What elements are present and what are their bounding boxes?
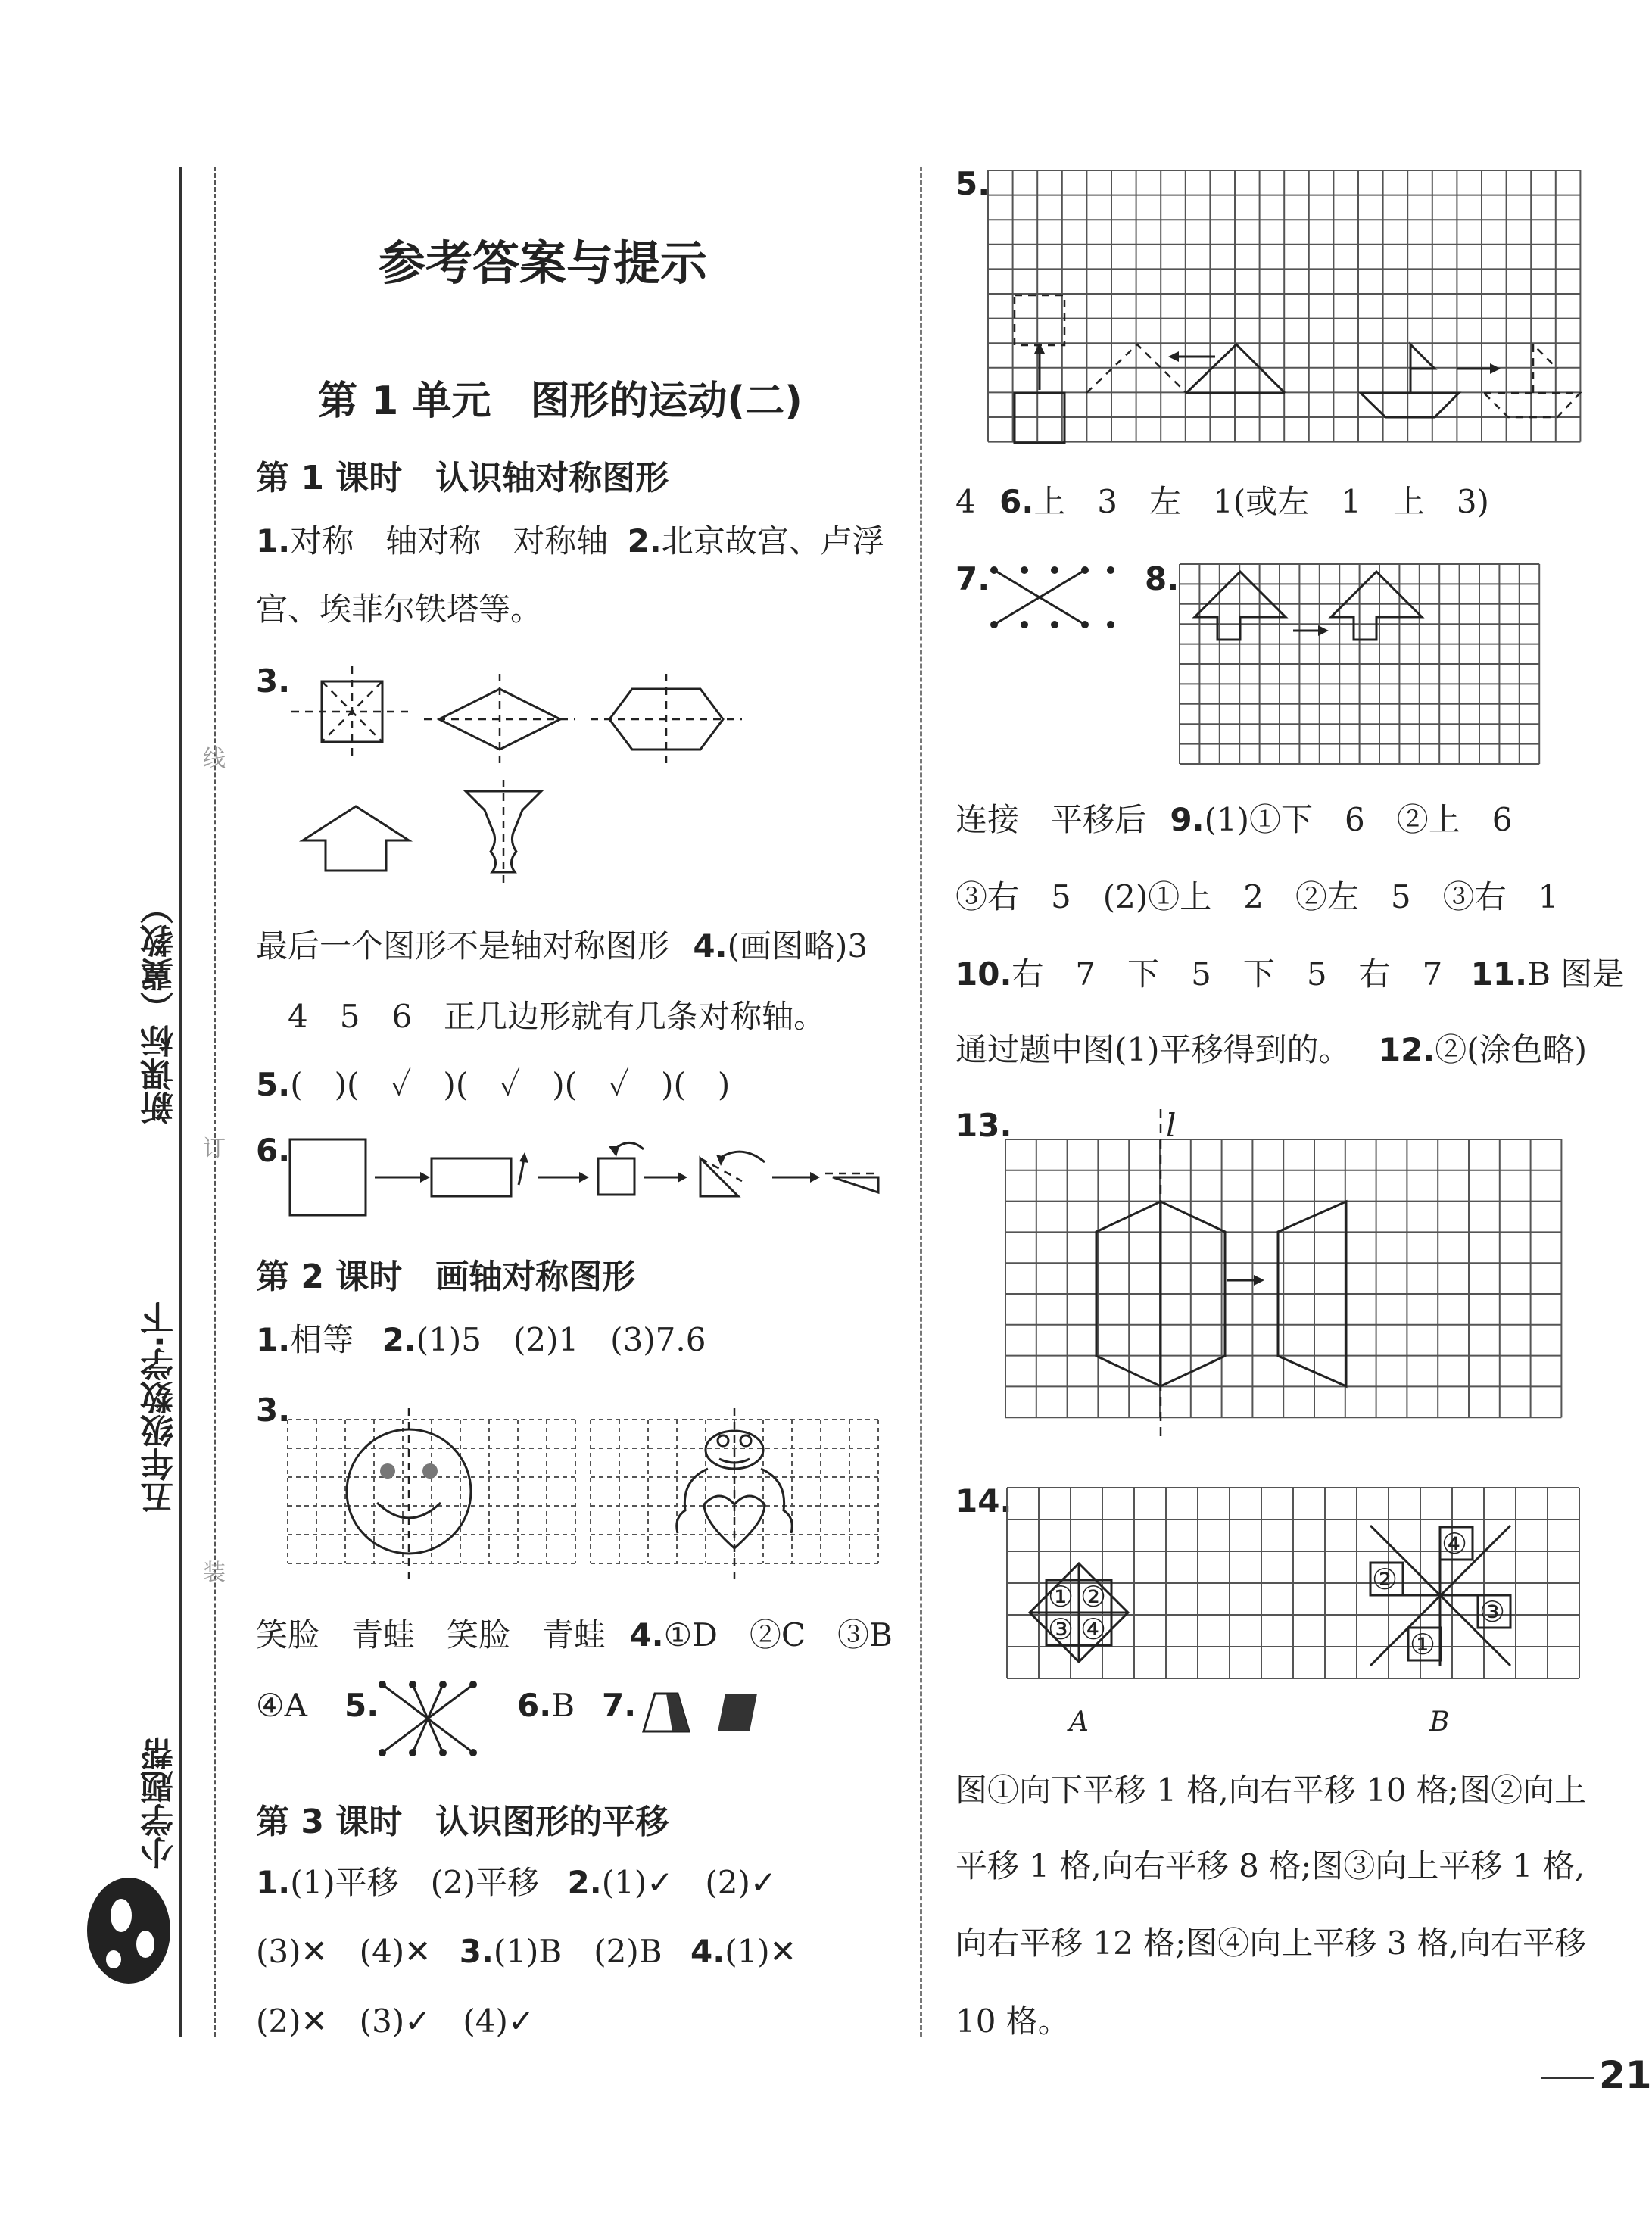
l2-q7-shapes <box>636 1690 765 1735</box>
q-num: 1. <box>256 1321 291 1358</box>
answer: (1)✕ <box>725 1933 796 1970</box>
q-num: 4. <box>690 1933 725 1970</box>
q-num: 1. <box>256 522 291 559</box>
answer: (1)B (2)B <box>493 1933 662 1970</box>
q13-axis-label: l <box>1166 1107 1177 1144</box>
q-num: 4. <box>629 1616 664 1653</box>
binding-mark-bottom: 装 <box>203 1560 226 1586</box>
q-num: 2. <box>567 1864 602 1901</box>
answer: (1)①下 6 ②上 6 <box>1204 801 1513 838</box>
smiley-grid <box>288 1420 575 1563</box>
arrow-figure <box>303 806 409 871</box>
q-num: 10. <box>955 955 1012 993</box>
l3-q4-cont: (2)✕ (3)✓ (4)✓ <box>256 2003 535 2040</box>
answer: 连接 平移后 <box>955 801 1147 838</box>
lesson-1-title: 第 1 课时 认识轴对称图形 <box>256 459 669 497</box>
brand-label: 小学题帮 <box>141 1737 179 1870</box>
l3-q2-cont <box>256 1933 796 1971</box>
answer: ②(涂色略) <box>1435 1031 1588 1068</box>
l2-q6 <box>517 1687 575 1725</box>
answer: (画图略)3 <box>727 927 868 965</box>
l1-q3-q4 <box>256 927 868 965</box>
lesson-2-title: 第 2 课时 画轴对称图形 <box>256 1258 636 1296</box>
fig-b-n1: ① <box>1410 1628 1436 1661</box>
answer: B <box>551 1687 575 1724</box>
l1-q6-num: 6. <box>256 1132 291 1169</box>
r-q9-cont: ③右 5 (2)①上 2 ②左 5 ③右 1 <box>955 878 1559 915</box>
l1-q3-figures <box>288 666 909 886</box>
q-num: 2. <box>382 1321 416 1358</box>
page-number: 21 <box>1599 2053 1652 2097</box>
fig-a-n1: ① <box>1048 1580 1074 1613</box>
square-figure <box>291 666 413 761</box>
answer: 相等 <box>290 1321 354 1358</box>
l2-q5-connect-dots <box>375 1677 496 1768</box>
column-divider <box>920 167 922 2037</box>
r-q7-connect-dots <box>988 564 1117 632</box>
vase-figure <box>466 780 541 886</box>
unit-title: 第 1 单元 图形的运动(二) <box>318 379 803 424</box>
answer: 最后一个图形不是轴对称图形 <box>256 927 670 965</box>
l2-q1-q2 <box>256 1321 706 1359</box>
answer: (1)5 (2)1 (3)7.6 <box>416 1321 706 1358</box>
fig-label-a: A <box>1069 1706 1089 1738</box>
answer: 北京故宫、卢浮 <box>661 522 884 559</box>
r-q14-text-2: 平移 1 格,向右平移 8 格;图③向上平移 1 格, <box>955 1847 1585 1884</box>
grade-label: 五年级数学·下 <box>141 1301 179 1514</box>
q-num: 3. <box>459 1933 494 1970</box>
answer: ( )( ✓ )( ✓ )( ✓ )( ) <box>290 1066 731 1103</box>
l2-q5-num: 5. <box>344 1687 379 1724</box>
answer: 4 <box>955 483 976 520</box>
binding-mark-top: 线 <box>203 746 226 772</box>
answer: 右 7 下 5 下 5 右 7 <box>1011 955 1443 993</box>
l1-q6-sequence <box>288 1136 893 1219</box>
r-q8-grid <box>1180 564 1539 761</box>
sidebar-dashed-line <box>214 167 216 2037</box>
answer: 对称 轴对称 对称轴 <box>290 522 609 559</box>
r-q5-grid <box>988 170 1580 443</box>
r-q7-num: 7. <box>955 560 990 597</box>
binding-mark-mid: 订 <box>203 1136 226 1162</box>
l1-q3-num: 3. <box>256 662 291 700</box>
r-q5-q6 <box>955 483 1489 521</box>
l1-q5 <box>256 1066 730 1104</box>
l1-q4-cont: 4 5 6 正几边形就有几条对称轴。 <box>288 998 826 1035</box>
page-title: 参考答案与提示 <box>379 235 708 291</box>
fig-b-n2: ② <box>1372 1563 1398 1596</box>
q-num: 5. <box>256 1066 291 1103</box>
fig-a-n4: ④ <box>1080 1613 1107 1646</box>
edition-label: 新课标（冀教） <box>141 891 179 1124</box>
answer: ①D ②C ③B <box>663 1616 893 1653</box>
r-q14-num: 14. <box>955 1482 1012 1519</box>
q-num: 4. <box>693 927 728 965</box>
q-num: 11. <box>1470 955 1528 993</box>
fig-label-b: B <box>1429 1706 1450 1738</box>
answer: 上 3 左 1(或左 1 上 3) <box>1033 483 1489 520</box>
rhombus-figure <box>424 674 575 765</box>
page-number-rule <box>1541 2077 1594 2079</box>
r-q14-text-3: 向右平移 12 格;图④向上平移 3 格,向右平移 <box>955 1925 1587 1962</box>
r-q13-grid <box>1005 1139 1562 1420</box>
r-q13-num: 13. <box>955 1107 1012 1144</box>
r-q11-cont <box>955 1031 1587 1069</box>
lesson-3-title: 第 3 课时 认识图形的平移 <box>256 1803 669 1841</box>
fig-b-n3: ③ <box>1479 1595 1506 1628</box>
l1-q2-cont: 宫、埃菲尔铁塔等。 <box>256 591 543 628</box>
q-num: 6. <box>999 483 1034 520</box>
hexagon-figure <box>591 674 742 765</box>
answer: (1)平移 (2)平移 <box>290 1864 540 1901</box>
r-q14-text-1: 图①向下平移 1 格,向右平移 10 格;图②向上 <box>955 1772 1587 1809</box>
l2-q7-num: 7. <box>602 1687 637 1724</box>
answer: (3)✕ (4)✕ <box>256 1933 432 1970</box>
answer: 通过题中图(1)平移得到的。 <box>955 1031 1351 1068</box>
brand-logo-icon <box>76 1862 182 1999</box>
r-q14-text-4: 10 格。 <box>955 2003 1070 2040</box>
l2-q4-cont: ④A <box>256 1687 307 1724</box>
r-q8-num: 8. <box>1145 560 1180 597</box>
q-num: 9. <box>1170 801 1205 838</box>
answer: 笑脸 青蛙 笑脸 青蛙 <box>256 1616 606 1653</box>
l2-q3-num: 3. <box>256 1392 291 1429</box>
r-q8-q9 <box>955 801 1513 839</box>
answer: B 图是 <box>1527 955 1625 993</box>
l3-q1-q2 <box>256 1864 777 1902</box>
q-num: 6. <box>517 1687 552 1724</box>
l2-q3-q4 <box>256 1616 893 1654</box>
l1-q1 <box>256 522 884 560</box>
r-q10-q11 <box>955 955 1624 993</box>
answer: (1)✓ (2)✓ <box>601 1864 778 1901</box>
frog-grid <box>591 1420 878 1563</box>
fig-a-n2: ② <box>1080 1580 1107 1613</box>
q-num: 2. <box>627 522 662 559</box>
q-num: 1. <box>256 1864 291 1901</box>
q-num: 12. <box>1378 1031 1435 1068</box>
r-q5-num: 5. <box>955 165 990 202</box>
fig-a-n3: ③ <box>1048 1613 1074 1646</box>
fig-b-n4: ④ <box>1442 1527 1468 1560</box>
